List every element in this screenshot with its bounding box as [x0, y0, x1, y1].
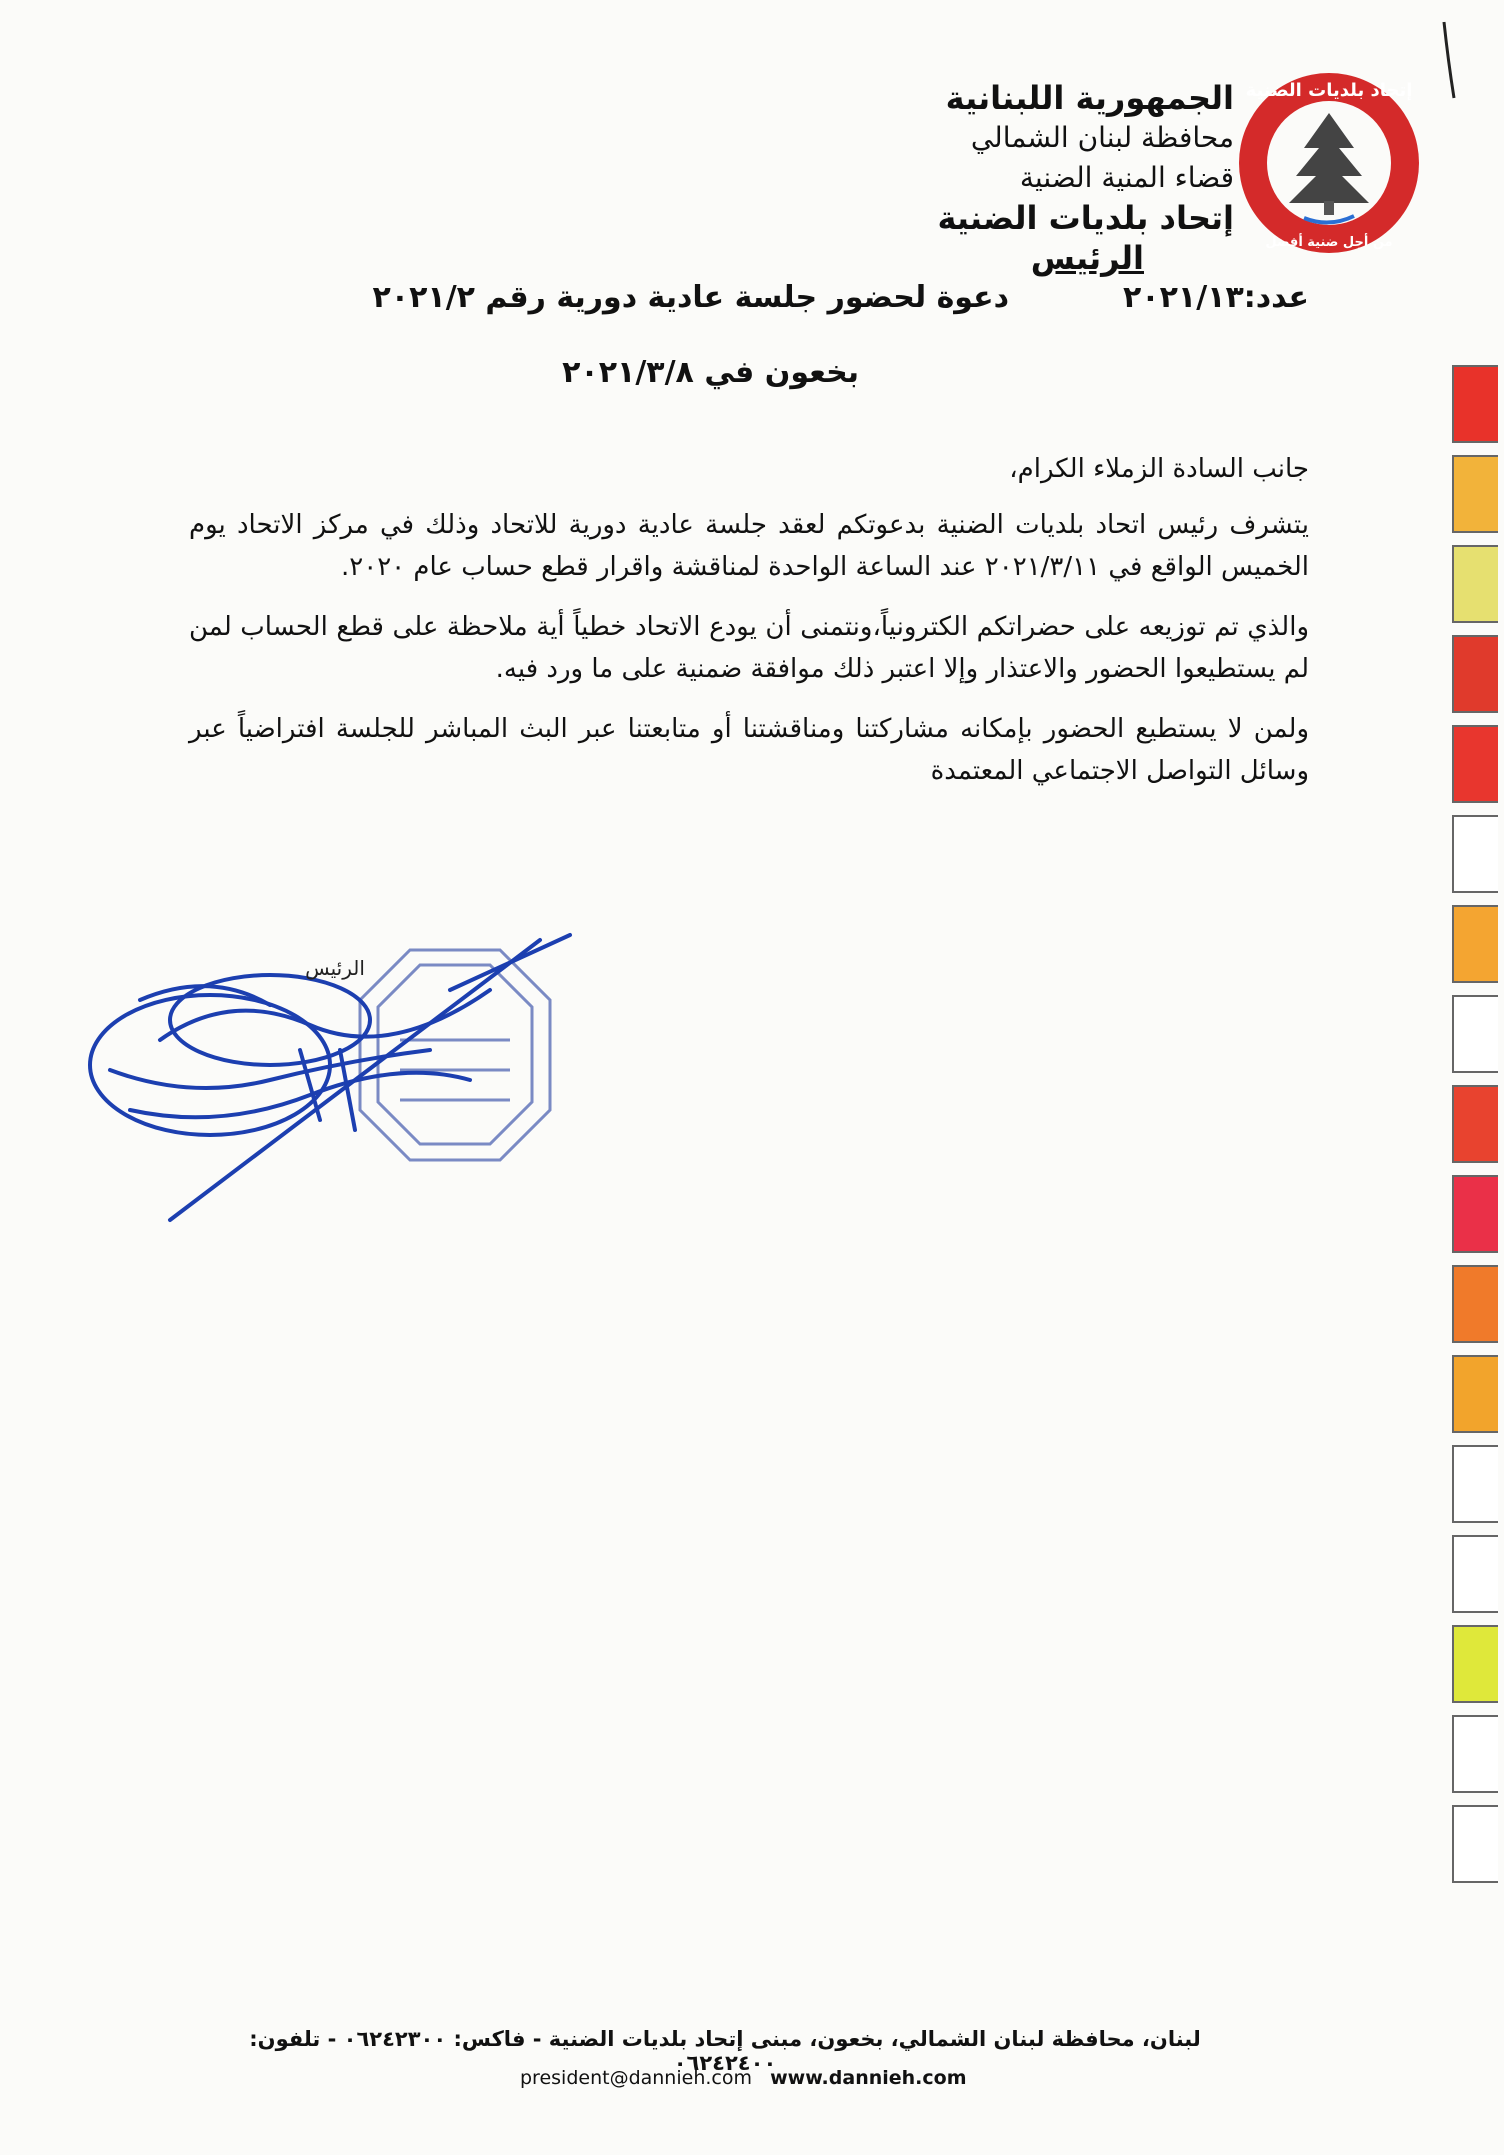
header-line-governorate: محافظة لبنان الشمالي: [970, 121, 1234, 154]
color-tab: [1452, 1535, 1498, 1613]
color-tab: [1452, 995, 1498, 1073]
signature-title: الرئيس: [305, 956, 365, 980]
paragraph-1: يتشرف رئيس اتحاد بلديات الضنية بدعوتكم لعقد جلسة عادية دورية للاتحاد وذلك في مركز الاتحاد يوم الخميس الواقع في ٢٠٢١/٣/١١ عند الساعة الواحدة لمناقشة واقرار قطع حساب عام ٢٠٢٠.: [189, 510, 1309, 582]
header-line-republic: الجمهورية اللبنانية: [945, 79, 1234, 117]
color-tab: [1452, 1085, 1498, 1163]
color-tab: [1452, 1625, 1498, 1703]
color-tab: [1452, 545, 1498, 623]
color-tab: [1452, 1445, 1498, 1523]
color-tab: [1452, 635, 1498, 713]
logo-text-bottom: من أجل ضنية أفضل: [1265, 235, 1393, 250]
color-tab: [1452, 1715, 1498, 1793]
footer-address: لبنان، محافظة لبنان الشمالي، بخعون، مبنى إتحاد بلديات الضنية - فاكس: ٠٦٢٤٢٣٠٠ - تلفون: ٠٦٢٤٢٤٠٠: [249, 2027, 1201, 2075]
footer-website[interactable]: www.dannieh.com: [770, 2067, 967, 2089]
color-tab: [1452, 1175, 1498, 1253]
reference-number: عدد:٢٠٢١/١٣: [1122, 280, 1309, 315]
header-line-union: إتحاد بلديات الضنية: [937, 199, 1234, 237]
color-tabs: [1452, 365, 1504, 1895]
color-tab: [1452, 815, 1498, 893]
paragraph-2: والذي تم توزيعه على حضراتكم الكترونياً،ونتمنى أن يودع الاتحاد خطياً أية ملاحظة على قطع الحساب لمن لم يستطيعوا الحضور والاعتذار وإلا اعتبر ذلك موافقة ضمنية على ما ورد فيه.: [189, 612, 1309, 684]
logo-text-top: إتحاد بلديات الضنية: [1245, 80, 1413, 101]
corner-pen-mark: [1440, 20, 1460, 100]
header-title: الرئيس: [1030, 239, 1144, 277]
signature-stamp: [70, 930, 590, 1250]
letterhead: [714, 78, 1234, 278]
color-tab: [1452, 905, 1498, 983]
letter-body: [189, 448, 1309, 810]
place-date: بخعون في ٢٠٢١/٣/٨: [562, 355, 859, 390]
color-tab: [1452, 365, 1498, 443]
footer-email[interactable]: president@dannieh.com: [520, 2067, 752, 2089]
union-logo: [1234, 68, 1424, 258]
footer-contact: [520, 2067, 967, 2089]
header-line-district: قضاء المنية الضنية: [1019, 161, 1234, 194]
color-tab: [1452, 1805, 1498, 1883]
color-tab: [1452, 1265, 1498, 1343]
subject-line: دعوة لحضور جلسة عادية دورية رقم ٢٠٢١/٢: [372, 280, 1009, 315]
greeting: جانب السادة الزملاء الكرام،: [1009, 454, 1309, 484]
paragraph-3: ولمن لا يستطيع الحضور بإمكانه مشاركتنا ومناقشتنا أو متابعتنا عبر البث المباشر للجلسة افتراضياً عبر وسائل التواصل الاجتماعي المعتمدة: [189, 714, 1309, 786]
color-tab: [1452, 455, 1498, 533]
color-tab: [1452, 1355, 1498, 1433]
color-tab: [1452, 725, 1498, 803]
